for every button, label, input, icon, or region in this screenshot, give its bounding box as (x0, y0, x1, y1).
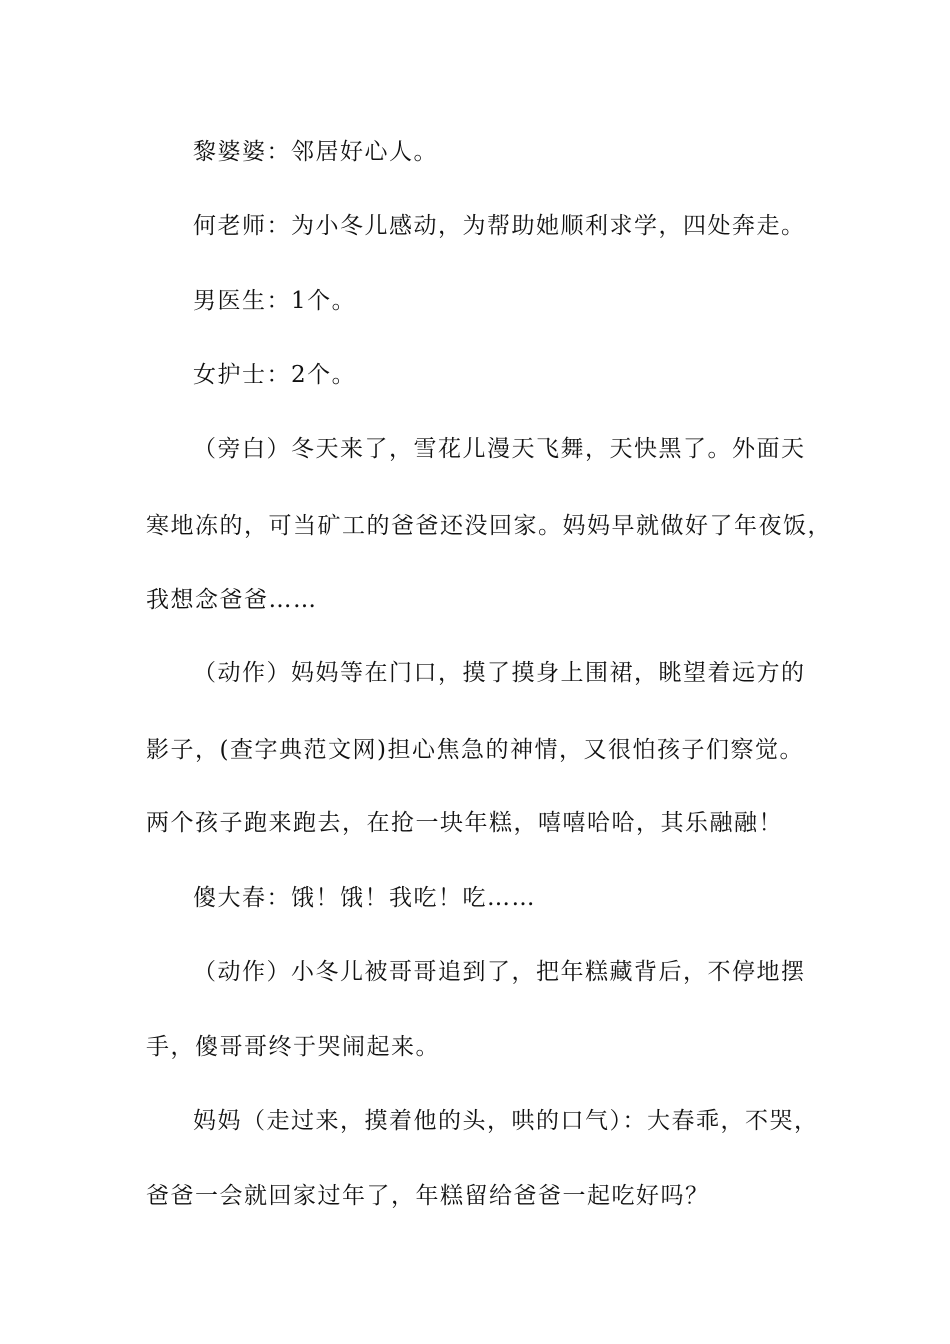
text-line: 手，傻哥哥终于哭闹起来。 (146, 1034, 440, 1060)
text-line: 妈妈（走过来，摸着他的头，哄的口气）：大春乖，不哭， (193, 1108, 819, 1134)
text-line: 何老师：为小冬儿感动，为帮助她顺利求学，四处奔走。 (193, 213, 806, 239)
text-line: 影子，(查字典范文网)担心焦急的神情，又很怕孩子们察觉。 (146, 737, 804, 763)
text-line: 两个孩子跑来跑去，在抢一块年糕，嘻嘻哈哈，其乐融融！ (146, 810, 783, 836)
text-line: 我想念爸爸…… (146, 587, 318, 613)
text-line: （旁白）冬天来了，雪花儿漫天飞舞，天快黑了。外面天 (193, 436, 806, 462)
text-line: （动作）妈妈等在门口，摸了摸身上围裙，眺望着远方的 (193, 660, 806, 686)
text-line: 女护士：2个。 (193, 362, 357, 388)
text-line: 男医生：1个。 (193, 288, 357, 314)
text-line: 寒地冻的，可当矿工的爸爸还没回家。妈妈早就做好了年夜饭， (146, 513, 832, 539)
text-line: 黎婆婆：邻居好心人。 (193, 139, 438, 165)
text-line: 傻大春：饿！饿！我吃！吃…… (193, 885, 536, 911)
text-line: （动作）小冬儿被哥哥追到了，把年糕藏背后，不停地摆 (193, 959, 806, 985)
text-line: 爸爸一会就回家过年了，年糕留给爸爸一起吃好吗？ (146, 1183, 710, 1209)
